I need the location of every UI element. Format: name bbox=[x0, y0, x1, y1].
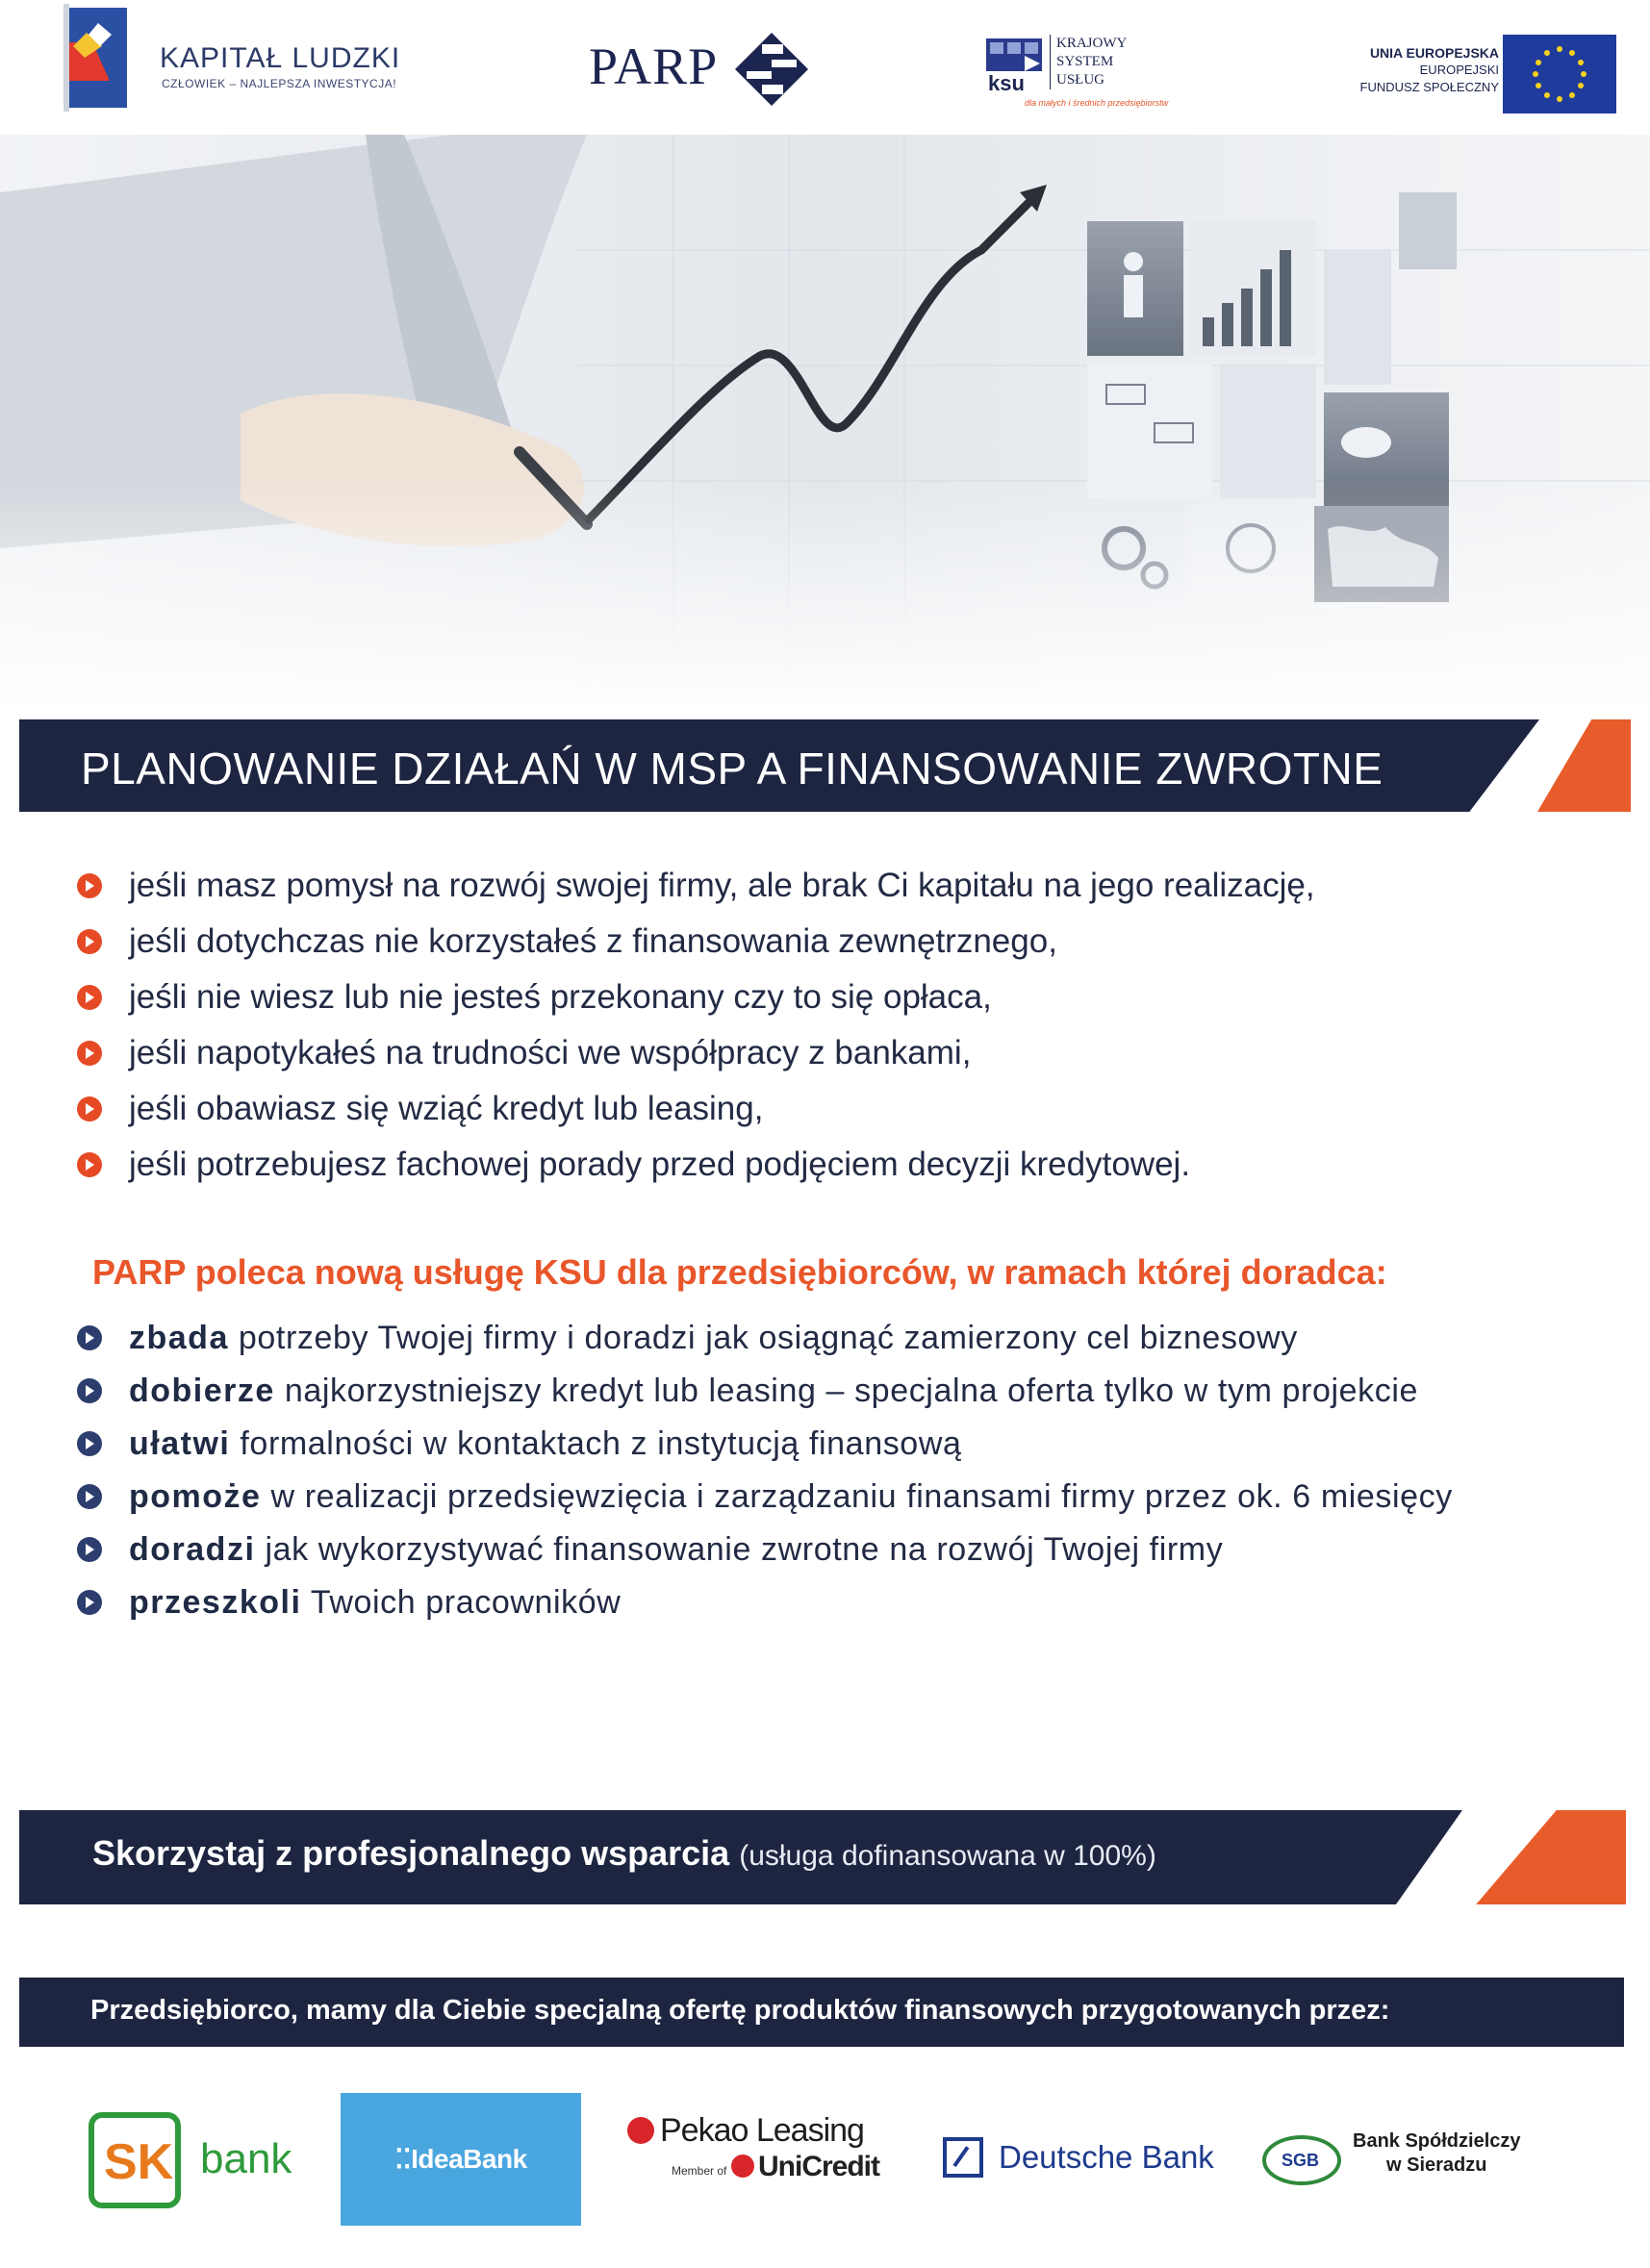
pekao-leasing-label: Pekao Leasing bbox=[660, 2112, 864, 2149]
arrow-bullet-icon bbox=[77, 929, 102, 954]
sk-mark-text: SK bbox=[104, 2134, 174, 2190]
service-text: Twoich pracowników bbox=[310, 1584, 622, 1621]
parp-name: PARP bbox=[589, 38, 719, 95]
eu-line-2: EUROPEJSKI bbox=[1419, 63, 1499, 77]
page-title: PLANOWANIE DZIAŁAŃ W MSP A FINANSOWANIE ZWROTNE bbox=[81, 743, 1383, 794]
header-logos bbox=[0, 0, 1650, 135]
arrow-bullet-icon bbox=[77, 1041, 102, 1066]
sgb-line-1: Bank Spółdzielczy bbox=[1353, 2130, 1521, 2152]
condition-text: jeśli napotykałeś na trudności we współpracy z bankami, bbox=[129, 1034, 972, 1071]
service-item bbox=[77, 1318, 1559, 1358]
service-item bbox=[77, 1424, 1559, 1464]
deutsche-bank-slash-icon bbox=[943, 2137, 983, 2178]
service-verb: zbada bbox=[129, 1320, 229, 1356]
support-bar-headline: Skorzystaj z profesjonalnego wsparcia bbox=[92, 1833, 730, 1873]
arrow-bullet-icon bbox=[77, 1537, 102, 1562]
kapital-ludzki-logo bbox=[63, 0, 448, 113]
service-text: jak wykorzystywać finansowanie zwrotne na rozwój Twojej firmy bbox=[265, 1531, 1224, 1568]
service-text: w realizacji przedsięwzięcia i zarządzaniu finansami firmy przez ok. 6 miesięcy bbox=[270, 1478, 1453, 1515]
service-text: najkorzystniejszy kredyt lub leasing – specjalna oferta tylko w tym projekcie bbox=[284, 1373, 1419, 1409]
kapital-ludzki-title: KAPITAŁ LUDZKI bbox=[160, 42, 401, 74]
eu-line-1: UNIA EUROPEJSKA bbox=[1369, 45, 1499, 61]
condition-item bbox=[77, 1143, 1578, 1198]
sgb-mark bbox=[1262, 2135, 1341, 2185]
services-list bbox=[77, 1318, 1559, 1635]
title-bar-accent bbox=[1537, 719, 1631, 812]
sgb-line-2: w Sieradzu bbox=[1386, 2155, 1487, 2176]
sgb-bank-name bbox=[1353, 2129, 1521, 2178]
pekao-leasing-name bbox=[627, 2112, 864, 2150]
offer-bar-text: Przedsiębiorco, mamy dla Ciebie specjalną ofertę produktów finansowych przygotowanych przez: bbox=[90, 1995, 1390, 2026]
support-bar-accent bbox=[1443, 1810, 1626, 1904]
ksu-lines bbox=[1050, 35, 1127, 89]
service-verb: przeszkoli bbox=[129, 1584, 302, 1621]
unicredit-dot-icon bbox=[731, 2155, 754, 2178]
service-item bbox=[77, 1476, 1559, 1517]
condition-item bbox=[77, 975, 1578, 1031]
condition-text: jeśli obawiasz się wziąć kredyt lub leasing, bbox=[129, 1090, 764, 1127]
condition-text: jeśli dotychczas nie korzystałeś z finansowania zewnętrznego, bbox=[129, 922, 1057, 960]
sk-bank-logo bbox=[89, 2112, 348, 2208]
ksu-tagline: dla małych i średnich przedsiębiorstw bbox=[1025, 98, 1169, 108]
pekao-member-of: Member of bbox=[672, 2164, 727, 2178]
unicredit-name bbox=[731, 2151, 879, 2183]
service-verb: ułatwi bbox=[129, 1425, 231, 1462]
ksu-mark-text: ksu bbox=[988, 71, 1025, 95]
sgb-bank-logo bbox=[1262, 2129, 1580, 2206]
deutsche-bank-name: Deutsche Bank bbox=[999, 2139, 1214, 2175]
service-item bbox=[77, 1371, 1559, 1411]
arrow-bullet-icon bbox=[77, 1096, 102, 1121]
service-text: potrzeby Twojej firmy i doradzi jak osiągnąć zamierzony cel biznesowy bbox=[238, 1320, 1298, 1356]
arrow-bullet-icon bbox=[77, 1484, 102, 1509]
sk-bank-name: bank bbox=[200, 2135, 292, 2182]
eu-text bbox=[1360, 44, 1499, 96]
ksu-logo bbox=[986, 33, 1169, 110]
parp-diamond-icon bbox=[733, 31, 810, 108]
service-verb: dobierze bbox=[129, 1373, 275, 1409]
idea-bank-name bbox=[341, 2143, 581, 2175]
deutsche-bank-logo bbox=[943, 2135, 1231, 2193]
condition-item bbox=[77, 864, 1578, 920]
services-lead: PARP poleca nową usługę KSU dla przedsiębiorców, w ramach której doradca: bbox=[92, 1252, 1387, 1292]
condition-text: jeśli potrzebujesz fachowej porady przed podjęciem decyzji kredytowej. bbox=[129, 1146, 1191, 1183]
kapital-ludzki-flag-icon bbox=[63, 4, 133, 112]
parp-logo bbox=[589, 29, 820, 106]
support-bar-note: (usługa dofinansowana w 100%) bbox=[739, 1840, 1156, 1872]
service-verb: doradzi bbox=[129, 1531, 256, 1568]
condition-text: jeśli masz pomysł na rozwój swojej firmy, ale brak Ci kapitału na jego realizację, bbox=[129, 867, 1315, 904]
service-item bbox=[77, 1529, 1559, 1570]
pekao-leasing-logo bbox=[627, 2112, 887, 2218]
condition-text: jeśli nie wiesz lub nie jesteś przekonany czy to się opłaca, bbox=[129, 978, 992, 1016]
kapital-ludzki-subtitle: CZŁOWIEK – NAJLEPSZA INWESTYCJA! bbox=[162, 77, 397, 90]
condition-item bbox=[77, 1087, 1578, 1143]
eu-line-3: FUNDUSZ SPOŁECZNY bbox=[1359, 80, 1499, 94]
idea-bank-label: IdeaBank bbox=[411, 2144, 527, 2174]
sgb-mark-text: SGB bbox=[1282, 2151, 1320, 2170]
ksu-line: USŁUG bbox=[1056, 72, 1105, 88]
arrow-bullet-icon bbox=[77, 985, 102, 1010]
service-item bbox=[77, 1582, 1559, 1623]
arrow-bullet-icon bbox=[77, 1378, 102, 1403]
eu-flag-icon bbox=[1503, 35, 1616, 113]
unicredit-label: UniCredit bbox=[758, 2151, 879, 2182]
idea-bank-logo bbox=[341, 2093, 581, 2226]
service-text: formalności w kontaktach z instytucją finansową bbox=[240, 1425, 962, 1462]
ksu-line: SYSTEM bbox=[1056, 54, 1114, 69]
idea-dots-icon: ⁚⁚ bbox=[394, 2144, 412, 2174]
eu-logo bbox=[1289, 35, 1616, 117]
pekao-dot-icon bbox=[627, 2117, 654, 2144]
support-bar-text bbox=[92, 1833, 1156, 1874]
arrow-bullet-icon bbox=[77, 1431, 102, 1456]
condition-item bbox=[77, 920, 1578, 975]
arrow-bullet-icon bbox=[77, 1325, 102, 1350]
ksu-line: KRAJOWY bbox=[1056, 36, 1128, 51]
hero-illustration bbox=[0, 135, 1650, 712]
partner-logos bbox=[0, 2078, 1650, 2241]
condition-item bbox=[77, 1031, 1578, 1087]
service-verb: pomoże bbox=[129, 1478, 262, 1515]
arrow-bullet-icon bbox=[77, 1152, 102, 1177]
arrow-bullet-icon bbox=[77, 1590, 102, 1615]
conditions-list bbox=[77, 864, 1578, 1198]
arrow-bullet-icon bbox=[77, 873, 102, 898]
sk-mark bbox=[89, 2112, 181, 2208]
